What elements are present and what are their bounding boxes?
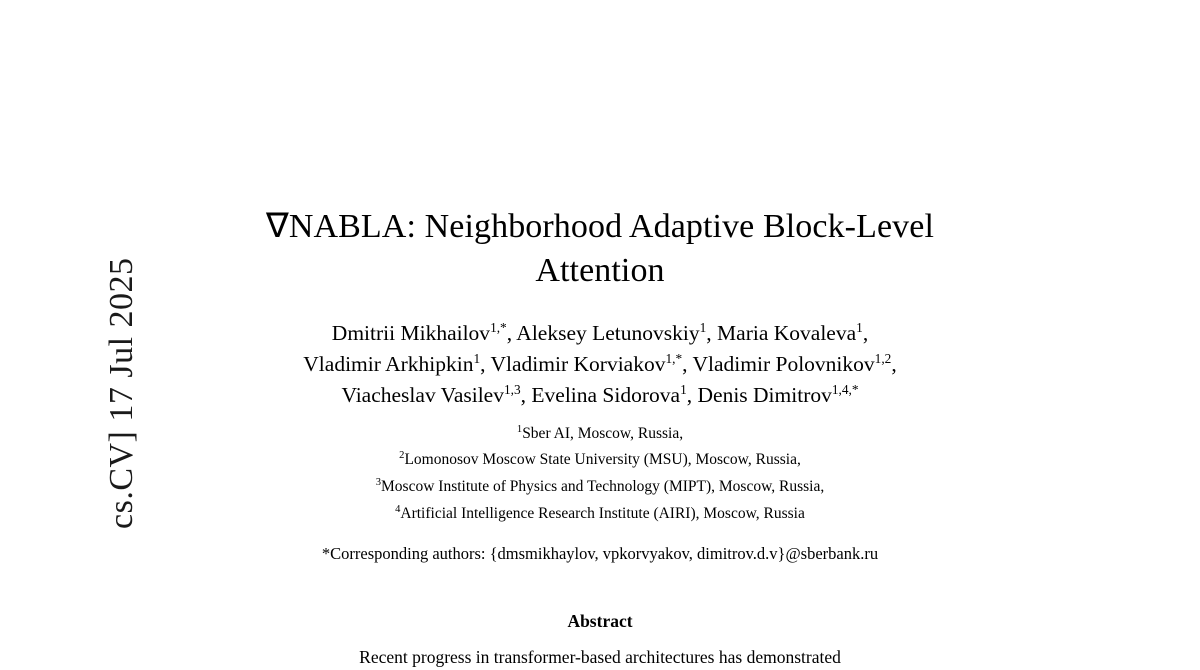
author-list [230,318,970,412]
author-line: Dmitrii Mikhailov$^{1,*}$, Aleksey Letunovskiy$^1$, Maria Kovaleva$^1$, [331,319,869,346]
affiliation-item: $^4$Artificial Intelligence Research Institute (AIRI), Moscow, Russia [395,503,805,522]
author-line: Viacheslav Vasilev$^{1,3}$, Evelina Sidorova$^1$, Denis Dimitrov$^{1,4,*}$ [341,382,859,408]
author-line: Vladimir Arkhipkin$^1$, Vladimir Korviakov$^{1,*}$, Vladimir Polovnikov$^{1,2}$, [303,351,897,377]
corresponding-authors-note: *Corresponding authors: {dmsmikhaylov, vpkorvyakov, dimitrov.d.v}@sberbank.ru [321,544,879,564]
affiliation-list [230,421,970,528]
page-title: ∇NABLA: Neighborhood Adaptive Block-Level Attention [266,208,934,289]
affiliation-item: $^1$Sber AI, Moscow, Russia, [516,423,684,442]
abstract-text: Recent progress in transformer-based architectures has demonstrated [359,647,841,668]
affiliation-item: $^2$Lomonosov Moscow State University (MSU), Moscow, Russia, [399,450,801,469]
paper-front-matter [230,0,970,668]
arxiv-identifier-stamp: cs.CV] 17 Jul 2025 [103,257,140,529]
affiliation-item: $^3$Moscow Institute of Physics and Technology (MIPT), Moscow, Russia, [375,476,825,495]
abstract-heading: Abstract [567,611,633,632]
